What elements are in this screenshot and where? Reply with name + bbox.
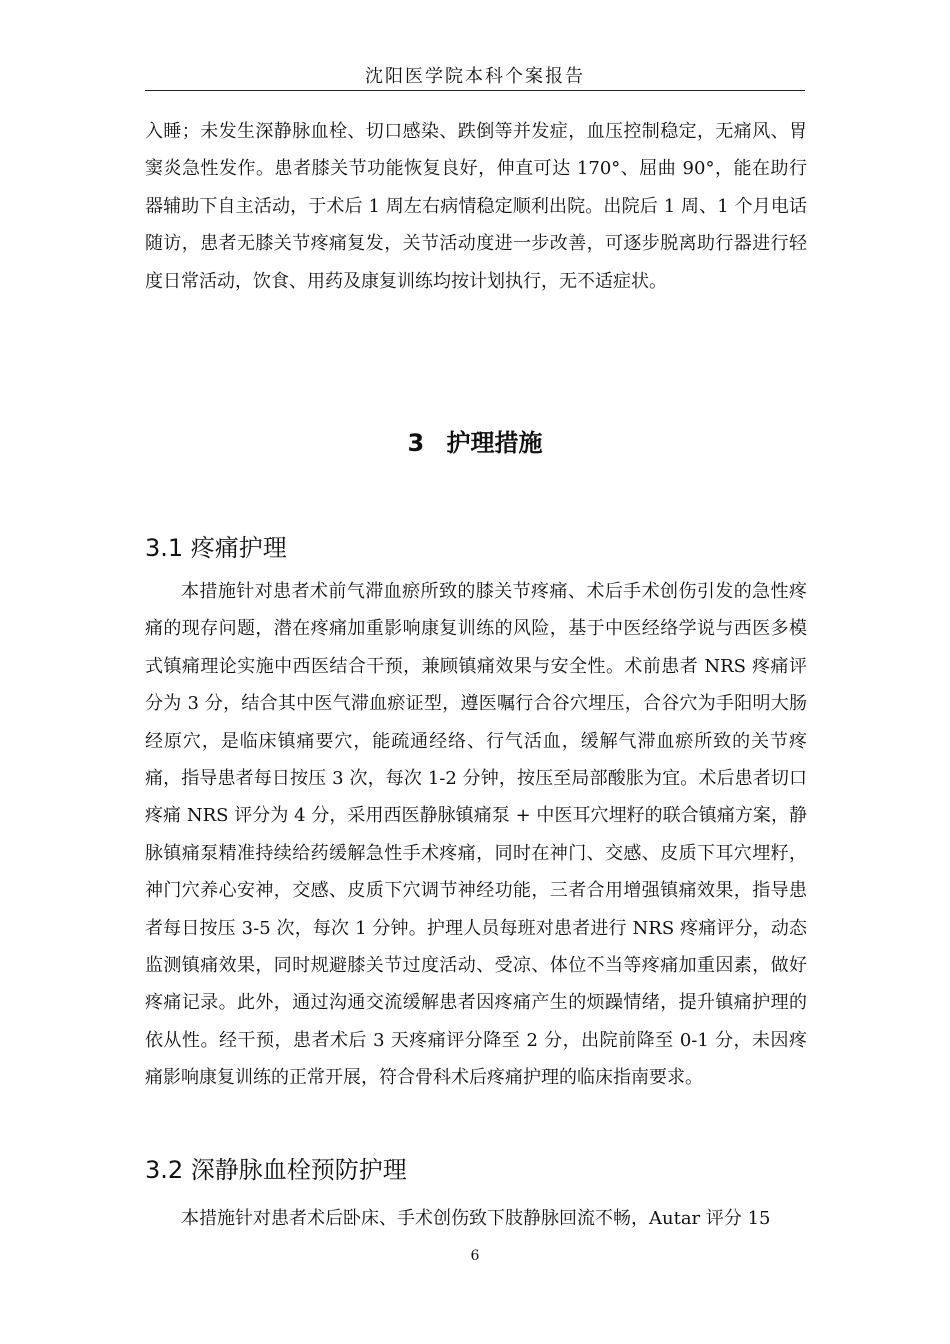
section-title-pain-care: 3.1 疼痛护理 — [145, 534, 287, 562]
header-divider — [145, 90, 805, 91]
section-paragraph-dvt-prevention: 本措施针对患者术后卧床、手术创伤致下肢静脉回流不畅，Autar 评分 15 — [181, 1208, 771, 1229]
page-number: 6 — [470, 1248, 480, 1264]
page-header: 沈阳医学院本科个案报告 — [365, 66, 585, 87]
intro-paragraph: 入睡；未发生深静脉血栓、切口感染、跌倒等并发症，血压控制稳定，无痛风、胃窦炎急性发作。患者膝关节功能恢复良好，伸直可达 170°、屈曲 90°，能在助行器辅助下自主活动，于术后 1 周左右病情稳定顺利出院。出院后 1 周、1 个月电话随访，患者无膝关节疼痛复发，关节活动度进一步改善，可逐步脱离助行器进行轻度日常活动，饮食、用药及康复训练均按计划执行，无不适症状。 — [145, 121, 807, 292]
section-title-dvt-prevention: 3.2 深静脉血栓预防护理 — [145, 1156, 407, 1184]
chapter-title: 3 护理措施 — [407, 429, 543, 457]
section-paragraph-pain-care: 本措施针对患者术前气滞血瘀所致的膝关节疼痛、术后手术创伤引发的急性疼痛的现存问题，潜在疼痛加重影响康复训练的风险，基于中医经络学说与西医多模式镇痛理论实施中西医结合干预，兼顾镇痛效果与安全性。术前患者 NRS 疼痛评分为 3 分，结合其中医气滞血瘀证型，遵医嘱行合谷穴埋压，合谷穴为手阳明大肠经原穴，是临床镇痛要穴，能疏通经络、行气活血，缓解气滞血瘀所致的关节疼痛，指导患者每日按压 3 次，每次 1-2 分钟，按压至局部酸胀为宜。术后患者切口疼痛 NRS 评分为 4 分，采用西医静脉镇痛泵 + 中医耳穴埋籽的联合镇痛方案，静脉镇痛泵精准持续给药缓解急性手术疼痛，同时在神门、交感、皮质下耳穴埋籽，神门穴养心安神，交感、皮质下穴调节神经功能，三者合用增强镇痛效果，指导患者每日按压 3-5 次，每次 1 分钟。护理人员每班对患者进行 NRS 疼痛评分，动态监测镇痛效果，同时规避膝关节过度活动、受凉、体位不当等疼痛加重因素，做好疼痛记录。此外，通过沟通交流缓解患者因疼痛产生的烦躁情绪，提升镇痛护理的依从性。经干预，患者术后 3 天疼痛评分降至 2 分，出院前降至 0-1 分，未因疼痛影响康复训练的正常开展，符合骨科术后疼痛护理的临床指南要求。 — [145, 581, 807, 1089]
